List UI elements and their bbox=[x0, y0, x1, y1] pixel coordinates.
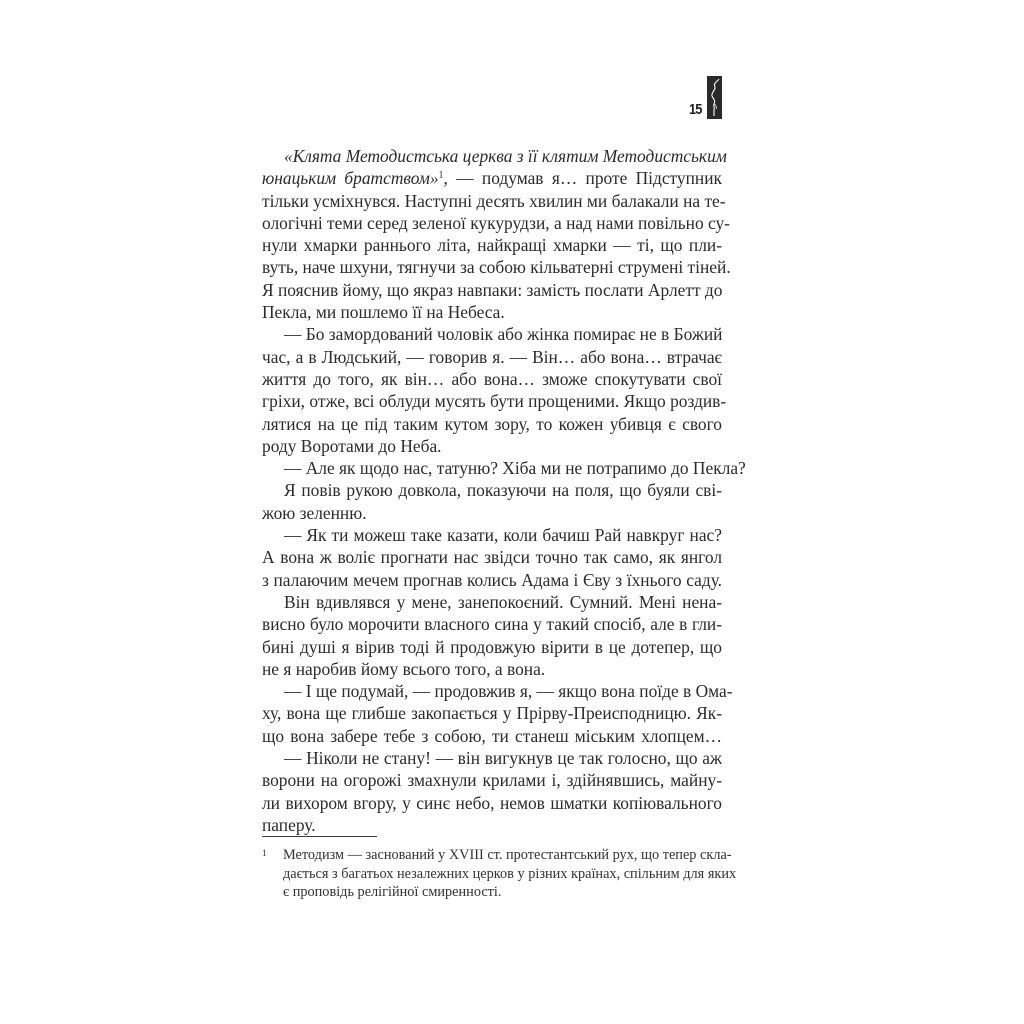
text-line: не я наробив йому всього того, а вона. bbox=[262, 658, 546, 679]
text-line: висно було морочити власного сина у такий спосіб, але в гли- bbox=[262, 614, 722, 635]
page-folio bbox=[686, 76, 726, 122]
footnote bbox=[262, 846, 737, 902]
text-line: — Як ти можеш таке казати, коли бачиш Рай навкруг нас? bbox=[284, 525, 722, 546]
page-number: 15 bbox=[689, 101, 702, 118]
text-line: А вона ж воліє прогнати нас звідси точно так само, як янгол bbox=[262, 547, 722, 568]
footnote-line: Методизм — заснований у XVIII ст. протестантський рух, що тепер скла- bbox=[283, 847, 732, 863]
italic-quote: «Клята Методистська церква з її клятим Методистським bbox=[284, 146, 727, 166]
folio-ornament-block bbox=[707, 76, 722, 119]
text-span: , — подумав я… проте Підступник bbox=[443, 168, 722, 189]
text-line: роду Воротами до Неба. bbox=[262, 435, 442, 456]
text-line: гріхи, отже, всі облуди мусять бути прощеними. Якщо роздив- bbox=[262, 391, 727, 412]
footnote-mark: 1 bbox=[262, 848, 267, 858]
crack-ornament-icon bbox=[707, 76, 722, 119]
text-line: жою зеленню. bbox=[262, 502, 367, 523]
text-line: — Але як щодо нас, татуню? Хіба ми не потрапимо до Пекла? bbox=[284, 458, 746, 479]
text-line: Я повів рукою довкола, показуючи на поля, що буяли сві- bbox=[284, 480, 722, 501]
text-line: бині душі я вірив тоді й продовжую вірити в це дотепер, що bbox=[262, 636, 722, 657]
text-line: нули хмарки раннього літа, найкращі хмарки — ті, що пли- bbox=[262, 235, 722, 256]
text-line: ологічні теми серед зеленої кукурудзи, а над нами повільно су- bbox=[262, 212, 730, 233]
text-line: вуть, наче шхуни, тягнучи за собою кільватерні струмені тіней. bbox=[262, 257, 731, 278]
text-line bbox=[262, 145, 727, 167]
text-line: час, а в Людський, — говорив я. — Він… або вона… втрачає bbox=[262, 346, 722, 367]
main-text bbox=[262, 145, 746, 836]
text-line: з палаючим мечем прогнав колись Адама і Єву з їхнього саду. bbox=[262, 569, 722, 590]
footnote-reference[interactable]: 1 bbox=[438, 170, 444, 182]
footnote-separator bbox=[262, 836, 377, 837]
footnote-text bbox=[283, 846, 737, 902]
footnote-line: є проповідь релігійної смиренності. bbox=[283, 884, 502, 901]
text-line: ху, вона ще глибше закопається у Прірву-Преисподницю. Як- bbox=[262, 703, 722, 724]
text-line: — Бо замордований чоловік або жінка помирає не в Божий bbox=[284, 324, 723, 345]
text-line: Пекла, ми пошлемо її на Небеса. bbox=[262, 302, 505, 323]
text-line: ли вихором вгору, у синє небо, немов шматки копіювального bbox=[262, 792, 722, 813]
text-line: тільки усміхнувся. Наступні десять хвилин ми балакали на те- bbox=[262, 190, 726, 211]
text-line: Він вдивлявся у мене, занепокоєний. Сумний. Мені нена- bbox=[284, 591, 722, 612]
text-line: що вона забере тебе з собою, ти станеш міським хлопцем… bbox=[262, 725, 722, 746]
text-line: життя до того, як він… або вона… зможе спокутувати свої bbox=[262, 368, 722, 389]
italic-quote: юнацьким братством» bbox=[262, 168, 439, 189]
footnote-line: дається з багатьох незалежних церков у різних країнах, спільним для яких bbox=[283, 865, 737, 882]
text-line: Я пояснив йому, що якраз навпаки: замість послати Арлетт до bbox=[262, 279, 723, 300]
text-line: — Ніколи не стану! — він вигукнув це так голосно, що аж bbox=[284, 748, 722, 769]
text-line: паперу. bbox=[262, 814, 316, 835]
text-line: лятися на це під таким кутом зору, то кожен убивця є свого bbox=[262, 413, 722, 434]
text-line: ворони на огорожі змахнули крилами і, здійнявшись, майну- bbox=[262, 770, 722, 791]
text-line bbox=[262, 167, 722, 189]
text-line: — І ще подумай, — продовжив я, — якщо вона поїде в Ома- bbox=[284, 681, 733, 702]
